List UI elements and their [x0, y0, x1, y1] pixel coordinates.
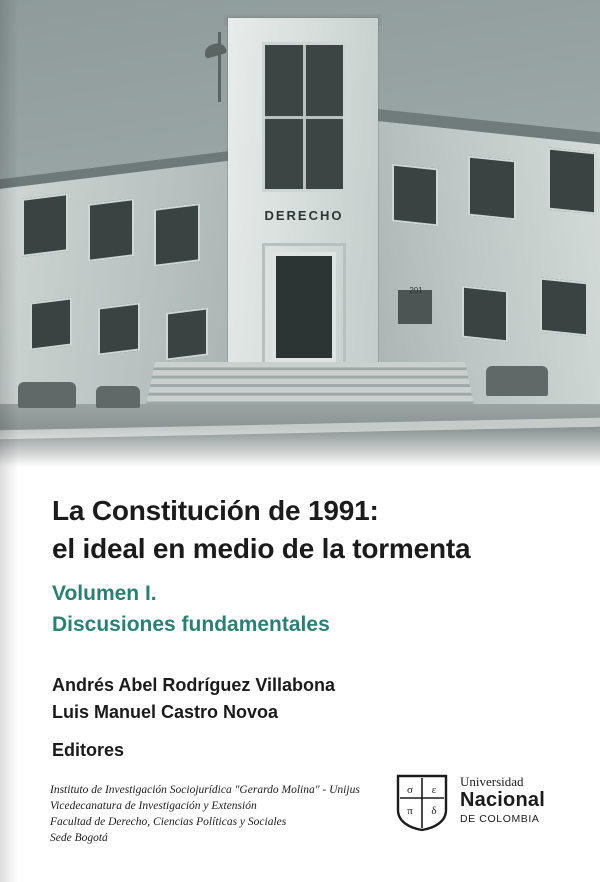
cover-text-area — [0, 470, 600, 882]
window — [30, 297, 72, 350]
svg-text:ε: ε — [431, 784, 437, 796]
publisher-logo-text — [460, 774, 570, 826]
title-line-1: La Constitución de 1991: — [52, 495, 379, 526]
authors — [52, 672, 572, 761]
window — [98, 302, 140, 355]
svg-text:σ: σ — [407, 784, 413, 796]
logo-line-universidad: Universidad — [460, 774, 524, 789]
window — [548, 147, 596, 214]
door-plaque — [398, 290, 432, 324]
affiliation-line-4: Sede Bogotá — [50, 832, 108, 844]
subtitle-line-2: Discusiones fundamentales — [52, 613, 330, 636]
svg-text:δ: δ — [431, 805, 437, 817]
tower-window — [262, 42, 346, 192]
entrance-door — [272, 252, 336, 362]
window — [392, 164, 438, 227]
window — [154, 203, 200, 267]
title-line-2: el ideal en medio de la tormenta — [52, 533, 471, 564]
logo-line-de-colombia: DE COLOMBIA — [460, 813, 540, 825]
window — [540, 277, 588, 336]
editors-label: Editores — [52, 740, 125, 760]
window — [166, 307, 208, 360]
logo-line-nacional: Nacional — [460, 789, 545, 811]
author-1: Andrés Abel Rodríguez Villabona — [52, 675, 336, 695]
affiliation-line-3: Facultad de Derecho, Ciencias Políticas y Sociales — [50, 816, 287, 828]
shrub — [18, 382, 76, 408]
affiliation-line-1: Instituto de Investigación Sociojurídica "Gerardo Molina" - Unijus — [50, 784, 360, 796]
book-subtitle — [52, 578, 572, 640]
door-plaque-number: 201 — [409, 286, 423, 295]
book-title — [52, 492, 572, 568]
affiliation — [50, 782, 380, 846]
building-sign: DERECHO — [264, 208, 344, 223]
author-2: Luis Manuel Castro Novoa — [52, 702, 279, 722]
window — [468, 155, 516, 220]
photo-bottom-fade — [0, 428, 600, 470]
window — [22, 193, 68, 257]
shrub — [96, 386, 140, 408]
shrub — [486, 366, 548, 396]
publisher-logo — [394, 772, 569, 834]
window — [462, 286, 508, 343]
subtitle-line-1: Volumen I. — [52, 582, 157, 605]
window — [88, 198, 134, 262]
university-seal-icon — [394, 772, 450, 832]
svg-text:π: π — [407, 805, 413, 817]
affiliation-line-2: Vicedecanatura de Investigación y Extensión — [50, 800, 257, 812]
